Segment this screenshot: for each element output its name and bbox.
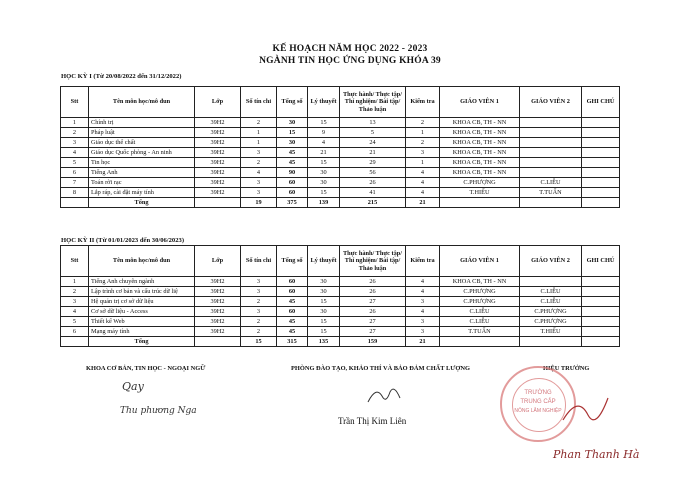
cell-theory: 15 bbox=[308, 297, 340, 307]
cell-note bbox=[582, 317, 620, 327]
cell-class: 39H2 bbox=[195, 317, 241, 327]
cell-teacher-2 bbox=[520, 198, 582, 208]
cell-note bbox=[582, 337, 620, 347]
cell-subject: Tiếng Anh chuyên ngành bbox=[89, 277, 195, 287]
cell-total: 60 bbox=[277, 307, 308, 317]
cell-practice: 27 bbox=[340, 317, 406, 327]
header-total: Tổng số bbox=[277, 87, 308, 118]
cell-subject: Hệ quản trị cơ sở dữ liệu bbox=[89, 297, 195, 307]
cell-total: 60 bbox=[277, 287, 308, 297]
cell-stt: 3 bbox=[61, 138, 89, 148]
cell-class: 39H2 bbox=[195, 327, 241, 337]
cell-stt: 1 bbox=[61, 277, 89, 287]
cell-exam: 4 bbox=[406, 178, 440, 188]
cell-class: 39H2 bbox=[195, 188, 241, 198]
cell-note bbox=[582, 297, 620, 307]
cell-teacher-1: KHOA CB, TH - NN bbox=[440, 277, 520, 287]
cell-theory: 9 bbox=[308, 128, 340, 138]
cell-total: 45 bbox=[277, 317, 308, 327]
cell-exam: 4 bbox=[406, 307, 440, 317]
cell-teacher-2: C.PHƯỢNG bbox=[520, 307, 582, 317]
cell-stt: 7 bbox=[61, 178, 89, 188]
table-row bbox=[61, 158, 620, 168]
training-office-signer-name: Trần Thị Kim Liên bbox=[338, 416, 407, 426]
total-total: 315 bbox=[277, 337, 308, 347]
header-practice: Thực hành/ Thực tập/ Thí nghiệm/ Bài tập/ Thảo luận bbox=[340, 87, 406, 118]
header-practice: Thực hành/ Thực tập/ Thí nghiệm/ Bài tập/ Thảo luận bbox=[340, 246, 406, 277]
stamp-line-2: TRUNG CẤP bbox=[520, 399, 556, 405]
header-note: GHI CHÚ bbox=[582, 246, 620, 277]
total-total: 375 bbox=[277, 198, 308, 208]
cell-theory: 15 bbox=[308, 327, 340, 337]
semester-2-heading: HỌC KỲ II (Từ 01/01/2023 đến 30/06/2023) bbox=[61, 237, 185, 244]
cell-subject: Toán rời rạc bbox=[89, 178, 195, 188]
cell-stt: 5 bbox=[61, 158, 89, 168]
header-credits: Số tín chỉ bbox=[241, 246, 277, 277]
cell-theory: 15 bbox=[308, 317, 340, 327]
table-row bbox=[61, 148, 620, 158]
cell-note bbox=[582, 158, 620, 168]
semester-2-body bbox=[61, 277, 620, 347]
table-row bbox=[61, 118, 620, 128]
cell-exam: 4 bbox=[406, 277, 440, 287]
cell-credits: 2 bbox=[241, 327, 277, 337]
cell-credits: 2 bbox=[241, 118, 277, 128]
cell-total: 45 bbox=[277, 158, 308, 168]
total-row bbox=[61, 198, 620, 208]
total-theory: 139 bbox=[308, 198, 340, 208]
table-row bbox=[61, 188, 620, 198]
cell-teacher-2: T.HIẾU bbox=[520, 327, 582, 337]
total-theory: 135 bbox=[308, 337, 340, 347]
total-label: Tổng bbox=[89, 337, 195, 347]
table-row bbox=[61, 317, 620, 327]
header-row bbox=[61, 246, 620, 277]
cell-credits: 3 bbox=[241, 277, 277, 287]
cell-practice: 41 bbox=[340, 188, 406, 198]
cell-stt: 6 bbox=[61, 168, 89, 178]
header-total: Tổng số bbox=[277, 246, 308, 277]
table-row bbox=[61, 307, 620, 317]
semester-2-table bbox=[60, 245, 620, 347]
table-row bbox=[61, 178, 620, 188]
cell-exam: 3 bbox=[406, 148, 440, 158]
cell-note bbox=[582, 327, 620, 337]
cell-subject: Lập trình cơ bản và cấu trúc dữ liệ bbox=[89, 287, 195, 297]
cell-exam: 4 bbox=[406, 188, 440, 198]
cell-stt: 4 bbox=[61, 307, 89, 317]
cell-note bbox=[582, 307, 620, 317]
center-signature-mark bbox=[360, 382, 410, 412]
total-practice: 159 bbox=[340, 337, 406, 347]
cell-stt: 2 bbox=[61, 128, 89, 138]
cell-class: 39H2 bbox=[195, 118, 241, 128]
total-practice: 215 bbox=[340, 198, 406, 208]
cell-theory: 4 bbox=[308, 138, 340, 148]
cell-total: 60 bbox=[277, 277, 308, 287]
header-class: Lớp bbox=[195, 87, 241, 118]
cell-stt: 8 bbox=[61, 188, 89, 198]
cell-exam: 4 bbox=[406, 287, 440, 297]
header-teacher-1: GIÁO VIÊN 1 bbox=[440, 87, 520, 118]
cell-subject: Chính trị bbox=[89, 118, 195, 128]
header-note: GHI CHÚ bbox=[582, 87, 620, 118]
title-line-2: NGÀNH TIN HỌC ỨNG DỤNG KHÓA 39 bbox=[259, 56, 441, 66]
cell-total: 90 bbox=[277, 168, 308, 178]
cell-practice: 24 bbox=[340, 138, 406, 148]
cell-subject: Tiếng Anh bbox=[89, 168, 195, 178]
cell-practice: 27 bbox=[340, 297, 406, 307]
cell-teacher-2 bbox=[520, 128, 582, 138]
header-theory: Lý thuyết bbox=[308, 246, 340, 277]
total-exam: 21 bbox=[406, 337, 440, 347]
cell-exam: 4 bbox=[406, 168, 440, 178]
cell-teacher-2 bbox=[520, 168, 582, 178]
cell-credits: 3 bbox=[241, 307, 277, 317]
cell-subject: Mạng máy tính bbox=[89, 327, 195, 337]
cell-credits: 1 bbox=[241, 128, 277, 138]
cell-class: 39H2 bbox=[195, 178, 241, 188]
header-teacher-2: GIÁO VIÊN 2 bbox=[520, 87, 582, 118]
cell-total: 60 bbox=[277, 188, 308, 198]
cell-credits: 2 bbox=[241, 297, 277, 307]
cell-theory: 30 bbox=[308, 168, 340, 178]
cell-theory: 21 bbox=[308, 148, 340, 158]
cell-teacher-2 bbox=[520, 337, 582, 347]
cell-note bbox=[582, 168, 620, 178]
cell-total: 45 bbox=[277, 148, 308, 158]
cell-teacher-1: C.PHƯỢNG bbox=[440, 297, 520, 307]
cell-class bbox=[195, 198, 241, 208]
cell-theory: 30 bbox=[308, 277, 340, 287]
cell-teacher-1: KHOA CB, TH - NN bbox=[440, 118, 520, 128]
cell-note bbox=[582, 148, 620, 158]
cell-total: 30 bbox=[277, 138, 308, 148]
table-row bbox=[61, 168, 620, 178]
cell-teacher-1 bbox=[440, 198, 520, 208]
cell-theory: 15 bbox=[308, 118, 340, 128]
cell-teacher-1: KHOA CB, TH - NN bbox=[440, 128, 520, 138]
total-row bbox=[61, 337, 620, 347]
total-label: Tổng bbox=[89, 198, 195, 208]
faculty-signature-title: KHOA CƠ BẢN, TIN HỌC - NGOẠI NGỮ bbox=[86, 365, 206, 372]
header-exam: Kiểm tra bbox=[406, 87, 440, 118]
cell-teacher-1: KHOA CB, TH - NN bbox=[440, 148, 520, 158]
cell-exam: 3 bbox=[406, 327, 440, 337]
cell-exam: 1 bbox=[406, 158, 440, 168]
cell-total: 60 bbox=[277, 178, 308, 188]
header-subject: Tên môn học/mô đun bbox=[89, 246, 195, 277]
cell-class: 39H2 bbox=[195, 148, 241, 158]
cell-teacher-1: KHOA CB, TH - NN bbox=[440, 138, 520, 148]
cell-teacher-2: C.LIỄU bbox=[520, 178, 582, 188]
cell-subject: Lắp ráp, cài đặt máy tính bbox=[89, 188, 195, 198]
cell-class: 39H2 bbox=[195, 297, 241, 307]
cell-stt: 1 bbox=[61, 118, 89, 128]
cell-credits: 3 bbox=[241, 178, 277, 188]
table-row bbox=[61, 287, 620, 297]
cell-note bbox=[582, 188, 620, 198]
cell-total: 15 bbox=[277, 128, 308, 138]
cell-total: 45 bbox=[277, 327, 308, 337]
cell-teacher-2: C.LIỄU bbox=[520, 297, 582, 307]
cell-theory: 30 bbox=[308, 287, 340, 297]
cell-exam: 1 bbox=[406, 128, 440, 138]
cell-practice: 26 bbox=[340, 178, 406, 188]
cell-note bbox=[582, 138, 620, 148]
cell-teacher-1: C.LIỄU bbox=[440, 307, 520, 317]
cell-teacher-1: KHOA CB, TH - NN bbox=[440, 158, 520, 168]
cell-stt: 5 bbox=[61, 317, 89, 327]
cell-class: 39H2 bbox=[195, 128, 241, 138]
cell-practice: 21 bbox=[340, 148, 406, 158]
cell-subject: Tin học bbox=[89, 158, 195, 168]
cell-teacher-1: T.HIẾU bbox=[440, 188, 520, 198]
cell-teacher-2: C.LIỄU bbox=[520, 287, 582, 297]
cell-class: 39H2 bbox=[195, 307, 241, 317]
cell-credits: 1 bbox=[241, 138, 277, 148]
cell-teacher-1: T.TUẤN bbox=[440, 327, 520, 337]
cell-practice: 56 bbox=[340, 168, 406, 178]
principal-signature-title: HIỆU TRƯỞNG bbox=[543, 365, 590, 372]
cell-stt: 6 bbox=[61, 327, 89, 337]
header-exam: Kiểm tra bbox=[406, 246, 440, 277]
principal-signer-name: Phan Thanh Hà bbox=[553, 448, 640, 461]
total-credits: 19 bbox=[241, 198, 277, 208]
cell-practice: 29 bbox=[340, 158, 406, 168]
cell-credits: 3 bbox=[241, 148, 277, 158]
header-theory: Lý thuyết bbox=[308, 87, 340, 118]
title-line-1: KẾ HOẠCH NĂM HỌC 2022 - 2023 bbox=[272, 44, 428, 54]
cell-exam: 2 bbox=[406, 118, 440, 128]
header-teacher-2: GIÁO VIÊN 2 bbox=[520, 246, 582, 277]
cell-stt bbox=[61, 337, 89, 347]
cell-note bbox=[582, 198, 620, 208]
cell-credits: 3 bbox=[241, 188, 277, 198]
header-class: Lớp bbox=[195, 246, 241, 277]
cell-teacher-2: C.PHƯỢNG bbox=[520, 317, 582, 327]
table-row bbox=[61, 138, 620, 148]
cell-stt: 3 bbox=[61, 297, 89, 307]
cell-exam: 3 bbox=[406, 317, 440, 327]
cell-teacher-2: T.TUẤN bbox=[520, 188, 582, 198]
header-stt: Stt bbox=[61, 246, 89, 277]
cell-teacher-2 bbox=[520, 118, 582, 128]
cell-teacher-1 bbox=[440, 337, 520, 347]
cell-teacher-2 bbox=[520, 158, 582, 168]
stamp-line-1: TRƯỜNG bbox=[524, 390, 552, 396]
header-subject: Tên môn học/mô đun bbox=[89, 87, 195, 118]
cell-exam: 2 bbox=[406, 138, 440, 148]
cell-theory: 30 bbox=[308, 178, 340, 188]
total-exam: 21 bbox=[406, 198, 440, 208]
cell-teacher-1: C.LIỄU bbox=[440, 317, 520, 327]
semester-1-table bbox=[60, 86, 620, 208]
cell-teacher-2 bbox=[520, 138, 582, 148]
header-teacher-1: GIÁO VIÊN 1 bbox=[440, 246, 520, 277]
cell-subject: Giáo dục Quốc phòng - An ninh bbox=[89, 148, 195, 158]
table-row bbox=[61, 327, 620, 337]
cell-practice: 26 bbox=[340, 277, 406, 287]
cell-theory: 15 bbox=[308, 188, 340, 198]
cell-credits: 3 bbox=[241, 287, 277, 297]
cell-stt bbox=[61, 198, 89, 208]
principal-signature-mark bbox=[558, 390, 618, 430]
cell-teacher-2 bbox=[520, 148, 582, 158]
semester-1-body bbox=[61, 118, 620, 208]
semester-1-heading: HỌC KỲ I (Từ 20/08/2022 đến 31/12/2022) bbox=[61, 73, 182, 80]
training-office-signature-title: PHÒNG ĐÀO TẠO, KHẢO THÍ VÀ BẢO ĐẢM CHẤT LƯỢNG bbox=[291, 365, 470, 372]
cell-teacher-2 bbox=[520, 277, 582, 287]
cell-note bbox=[582, 118, 620, 128]
table-row bbox=[61, 297, 620, 307]
cell-total: 45 bbox=[277, 297, 308, 307]
cell-subject: Cơ sở dữ liệu - Access bbox=[89, 307, 195, 317]
cell-stt: 4 bbox=[61, 148, 89, 158]
stamp-line-3: NÔNG LÂM NGHIỆP bbox=[514, 408, 562, 414]
cell-note bbox=[582, 277, 620, 287]
cell-practice: 26 bbox=[340, 307, 406, 317]
cell-subject: Pháp luật bbox=[89, 128, 195, 138]
table-row bbox=[61, 128, 620, 138]
cell-practice: 27 bbox=[340, 327, 406, 337]
faculty-signature-name: Thu phương Nga bbox=[120, 406, 197, 416]
cell-class bbox=[195, 337, 241, 347]
table-row bbox=[61, 277, 620, 287]
cell-total: 30 bbox=[277, 118, 308, 128]
cell-exam: 3 bbox=[406, 297, 440, 307]
header-stt: Stt bbox=[61, 87, 89, 118]
faculty-initials-signature: Qay bbox=[122, 380, 144, 393]
cell-note bbox=[582, 128, 620, 138]
cell-credits: 2 bbox=[241, 317, 277, 327]
cell-class: 39H2 bbox=[195, 287, 241, 297]
cell-class: 39H2 bbox=[195, 138, 241, 148]
total-credits: 15 bbox=[241, 337, 277, 347]
cell-class: 39H2 bbox=[195, 158, 241, 168]
cell-credits: 4 bbox=[241, 168, 277, 178]
cell-teacher-1: C.PHƯỢNG bbox=[440, 178, 520, 188]
cell-note bbox=[582, 287, 620, 297]
cell-practice: 26 bbox=[340, 287, 406, 297]
cell-credits: 2 bbox=[241, 158, 277, 168]
cell-subject: Giáo dục thể chất bbox=[89, 138, 195, 148]
cell-practice: 13 bbox=[340, 118, 406, 128]
cell-class: 39H2 bbox=[195, 168, 241, 178]
cell-practice: 5 bbox=[340, 128, 406, 138]
cell-teacher-1: C.PHƯỢNG bbox=[440, 287, 520, 297]
cell-theory: 15 bbox=[308, 158, 340, 168]
cell-teacher-1: KHOA CB, TH - NN bbox=[440, 168, 520, 178]
cell-class: 39H2 bbox=[195, 277, 241, 287]
cell-theory: 30 bbox=[308, 307, 340, 317]
header-row bbox=[61, 87, 620, 118]
cell-note bbox=[582, 178, 620, 188]
header-credits: Số tín chỉ bbox=[241, 87, 277, 118]
cell-stt: 2 bbox=[61, 287, 89, 297]
cell-subject: Thiết kế Web bbox=[89, 317, 195, 327]
